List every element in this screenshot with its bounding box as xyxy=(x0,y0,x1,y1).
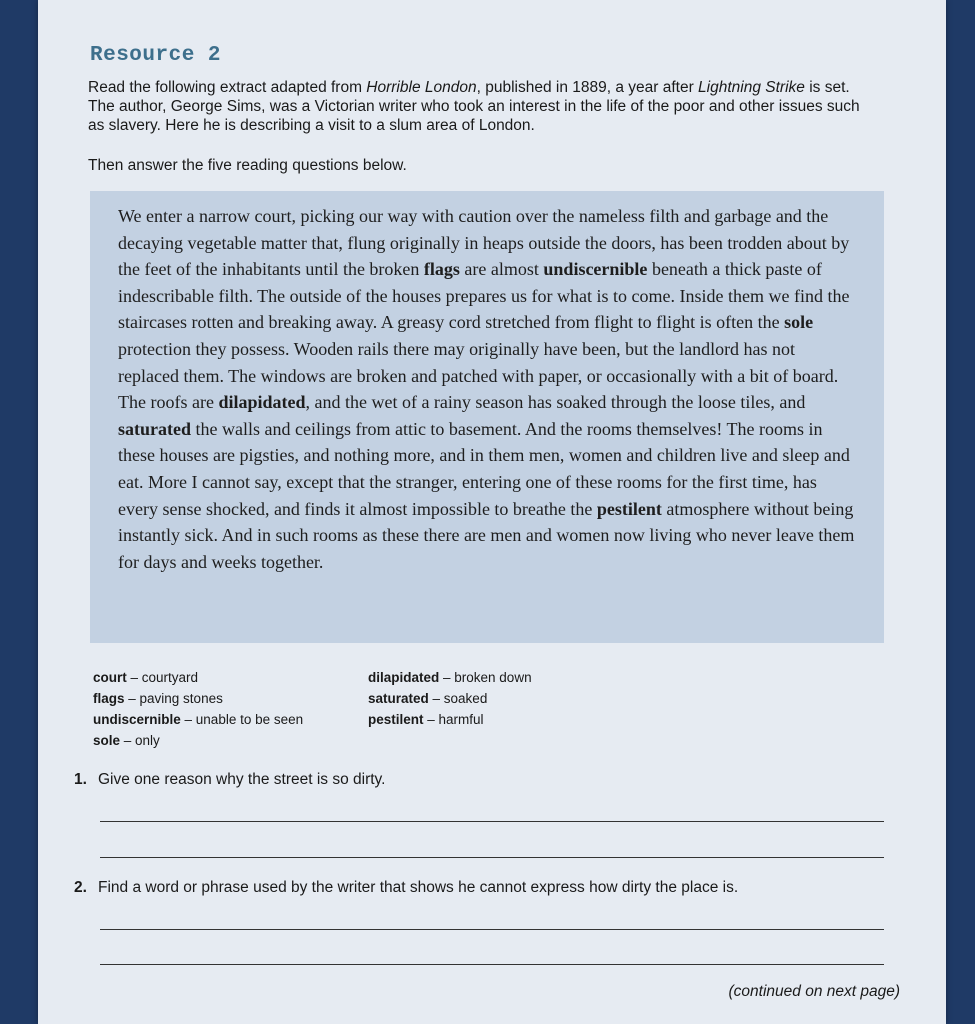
bold-word-flags: flags xyxy=(423,259,460,280)
intro-text-3: is set. The author, George Sims, was a Victorian writer who took an interest in the life of the poor and other issues such as slavery. Here he is describing a visit to a slum area of London. xyxy=(88,79,860,134)
extract-segment: beneath a thick paste of indescribable filth. The outside of the houses prepares us for what is to come. Inside them we find the staircases rotten and breaking away. A greasy cord stretched from flight to flight is often the xyxy=(118,259,850,333)
instruction-text: Then answer the five reading questions below. xyxy=(88,157,407,174)
extract-segment: protection they possess. Wooden rails there may originally have been, but the landlord has not replaced them. The windows are broken and patched with paper, or occasionally with a bit of board. The roofs are xyxy=(118,338,839,413)
glossary-term: court xyxy=(93,670,127,685)
glossary-item xyxy=(368,709,532,730)
resource-heading: Resource 2 xyxy=(90,44,222,67)
glossary-term: sole xyxy=(93,733,121,748)
extract-segment: the walls and ceilings from attic to basement. And the rooms themselves! The rooms in these houses are pigsties, and nothing more, and in them men, women and children live and sleep and eat. More I cannot say, except that the stranger, entering one of these rooms for the first time, has every sense shocked, and finds it almost impossible to breathe the xyxy=(118,418,850,519)
intro-paragraph xyxy=(88,78,878,135)
glossary-term: pestilent xyxy=(368,712,424,727)
glossary-item xyxy=(93,667,303,688)
intro-text-2: , published in 1889, a year after xyxy=(476,79,699,96)
intro-book-title-2: Lightning Strike xyxy=(698,79,805,96)
glossary-item xyxy=(93,688,303,709)
question-number: 2. xyxy=(74,879,87,896)
glossary-term: flags xyxy=(93,691,125,706)
glossary-definition: – only xyxy=(120,733,160,748)
question-text: Find a word or phrase used by the writer that shows he cannot express how dirty the place is. xyxy=(98,879,739,896)
answer-line[interactable] xyxy=(100,857,884,858)
glossary-term: undiscernible xyxy=(93,712,181,727)
bold-word-sole: sole xyxy=(784,312,814,333)
glossary-item xyxy=(368,688,532,709)
glossary-definition: – broken down xyxy=(439,670,532,685)
glossary-definition: – unable to be seen xyxy=(180,712,304,727)
answer-line[interactable] xyxy=(100,929,884,930)
glossary-item xyxy=(93,709,303,730)
glossary-term: saturated xyxy=(368,691,429,706)
extract-segment: atmosphere without being instantly sick. And in such rooms as these there are men and women now living who never leave them for days and weeks together. xyxy=(118,498,855,572)
extract-segment: are almost xyxy=(459,259,544,280)
bold-word-pestilent: pestilent xyxy=(596,498,662,519)
glossary-right xyxy=(368,667,532,730)
question-number: 1. xyxy=(74,771,87,788)
extract-segment: , and the wet of a rainy season has soaked through the loose tiles, and xyxy=(305,392,806,413)
intro-book-title-1: Horrible London xyxy=(366,79,477,96)
glossary-left xyxy=(93,667,303,751)
glossary-definition: – harmful xyxy=(423,712,484,727)
intro-text-1: Read the following extract adapted from xyxy=(88,79,367,96)
question-1 xyxy=(74,771,385,789)
worksheet-page xyxy=(38,0,946,1024)
glossary-term: dilapidated xyxy=(368,670,440,685)
extract-text xyxy=(118,203,858,575)
answer-line[interactable] xyxy=(100,821,884,822)
bold-word-dilapidated: dilapidated xyxy=(218,392,306,413)
glossary-item xyxy=(93,730,303,751)
extract-segment: We enter a narrow court, picking our way with caution over the nameless filth and garbage and the decaying vegetable matter that, flung originally in heaps outside the doors, has been trodden about by the feet of the inhabitants until the broken xyxy=(118,206,850,280)
glossary-definition: – paving stones xyxy=(124,691,223,706)
continued-note: (continued on next page) xyxy=(728,983,900,1000)
bold-word-undiscernible: undiscernible xyxy=(543,259,648,280)
question-text: Give one reason why the street is so dirty. xyxy=(98,771,386,788)
bold-word-saturated: saturated xyxy=(118,418,191,439)
glossary-definition: – soaked xyxy=(428,691,488,706)
extract-box xyxy=(90,191,884,643)
glossary-definition: – courtyard xyxy=(126,670,199,685)
question-2 xyxy=(74,879,738,897)
answer-line[interactable] xyxy=(100,964,884,965)
glossary-item xyxy=(368,667,532,688)
